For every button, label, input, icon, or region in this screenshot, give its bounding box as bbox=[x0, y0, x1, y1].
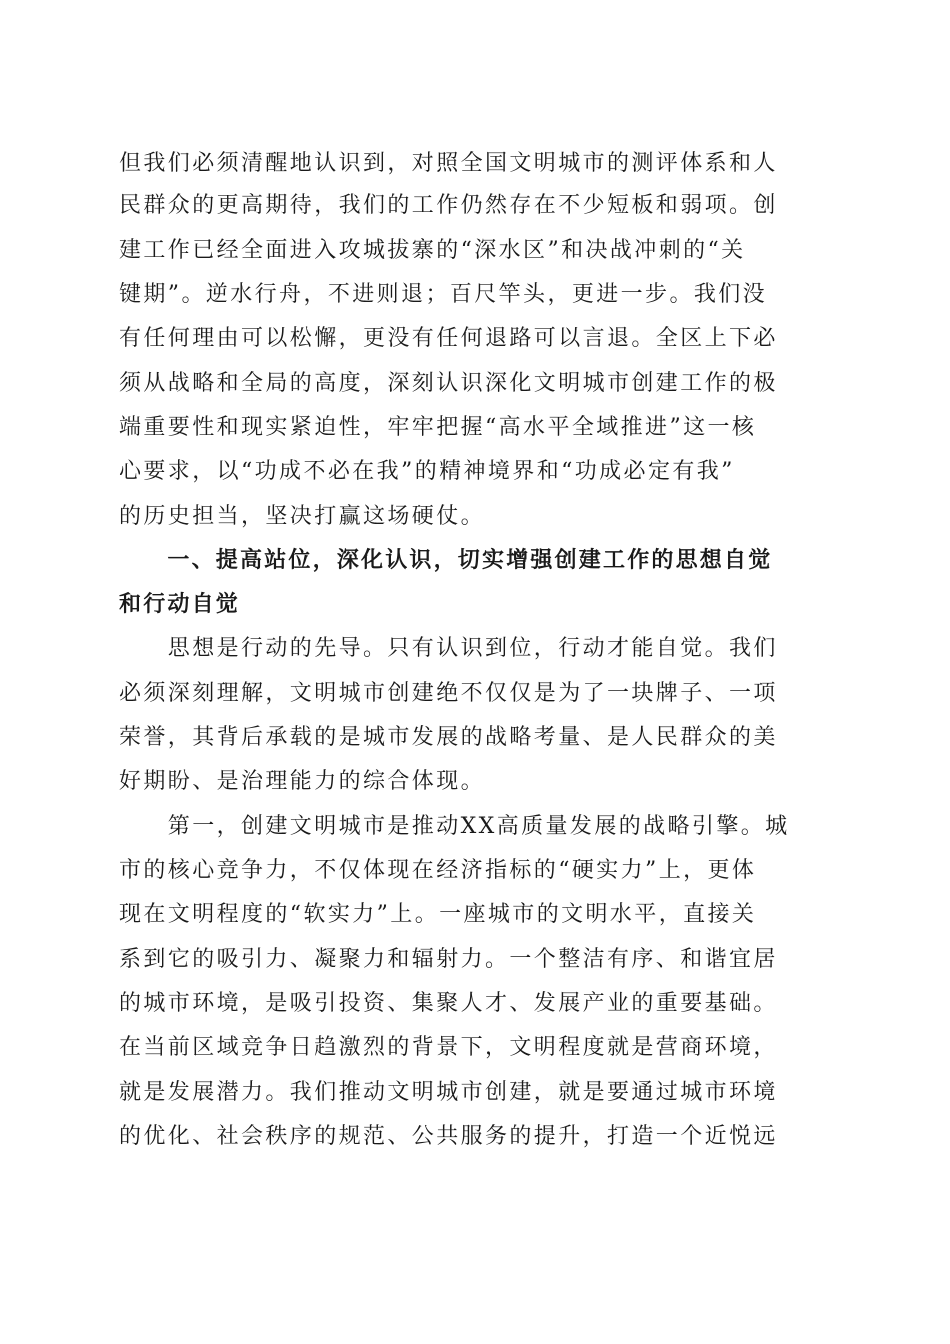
intro-line: 建工作已经全面进入攻城拔寨的“深水区”和决战冲刺的“关 bbox=[119, 238, 746, 263]
paragraph-line: 现在文明程度的“软实力”上。一座城市的文明水平，直接关 bbox=[119, 902, 757, 927]
intro-line: 民群众的更高期待，我们的工作仍然存在不少短板和弱项。创 bbox=[119, 193, 778, 218]
paragraph-line: 第一，创建文明城市是推动XX高质量发展的战略引擎。城 bbox=[119, 814, 790, 839]
paragraph-line: 荣誉，其背后承载的是城市发展的战略考量、是人民群众的美 bbox=[119, 725, 778, 750]
intro-line: 端重要性和现实紧迫性，牢牢把握“高水平全域推进”这一核 bbox=[119, 415, 757, 440]
section-heading: 一、提高站位，深化认识，切实增强创建工作的思想自觉 bbox=[119, 548, 773, 573]
paragraph-line: 好期盼、是治理能力的综合体现。 bbox=[119, 769, 486, 794]
intro-line: 的历史担当，坚决打赢这场硬仗。 bbox=[119, 504, 486, 529]
paragraph-line: 的优化、社会秩序的规范、公共服务的提升，打造一个近悦远 bbox=[119, 1124, 778, 1149]
paragraph-line: 系到它的吸引力、凝聚力和辐射力。一个整洁有序、和谐宜居 bbox=[119, 947, 778, 972]
paragraph-line: 就是发展潜力。我们推动文明城市创建，就是要通过城市环境 bbox=[119, 1080, 778, 1105]
intro-line: 心要求，以“功成不必在我”的精神境界和“功成必定有我” bbox=[119, 459, 735, 484]
intro-line: 但我们必须清醒地认识到，对照全国文明城市的测评体系和人 bbox=[119, 151, 778, 176]
paragraph-line: 思想是行动的先导。只有认识到位，行动才能自觉。我们 bbox=[119, 636, 778, 661]
paragraph-line: 在当前区域竞争日趋激烈的背景下，文明程度就是营商环境， bbox=[119, 1035, 778, 1060]
intro-line: 须从战略和全局的高度，深刻认识深化文明城市创建工作的极 bbox=[119, 371, 778, 396]
paragraph-line: 的城市环境，是吸引投资、集聚人才、发展产业的重要基础。 bbox=[119, 991, 778, 1016]
paragraph-line: 市的核心竞争力，不仅体现在经济指标的“硬实力”上，更体 bbox=[119, 858, 757, 883]
paragraph-line: 必须深刻理解，文明城市创建绝不仅仅是为了一块牌子、一项 bbox=[119, 681, 778, 706]
section-heading: 和行动自觉 bbox=[119, 592, 241, 617]
intro-line: 有任何理由可以松懈，更没有任何退路可以言退。全区上下必 bbox=[119, 326, 778, 351]
intro-line: 键期”。逆水行舟，不进则退；百尺竿头，更进一步。我们没 bbox=[119, 282, 768, 307]
